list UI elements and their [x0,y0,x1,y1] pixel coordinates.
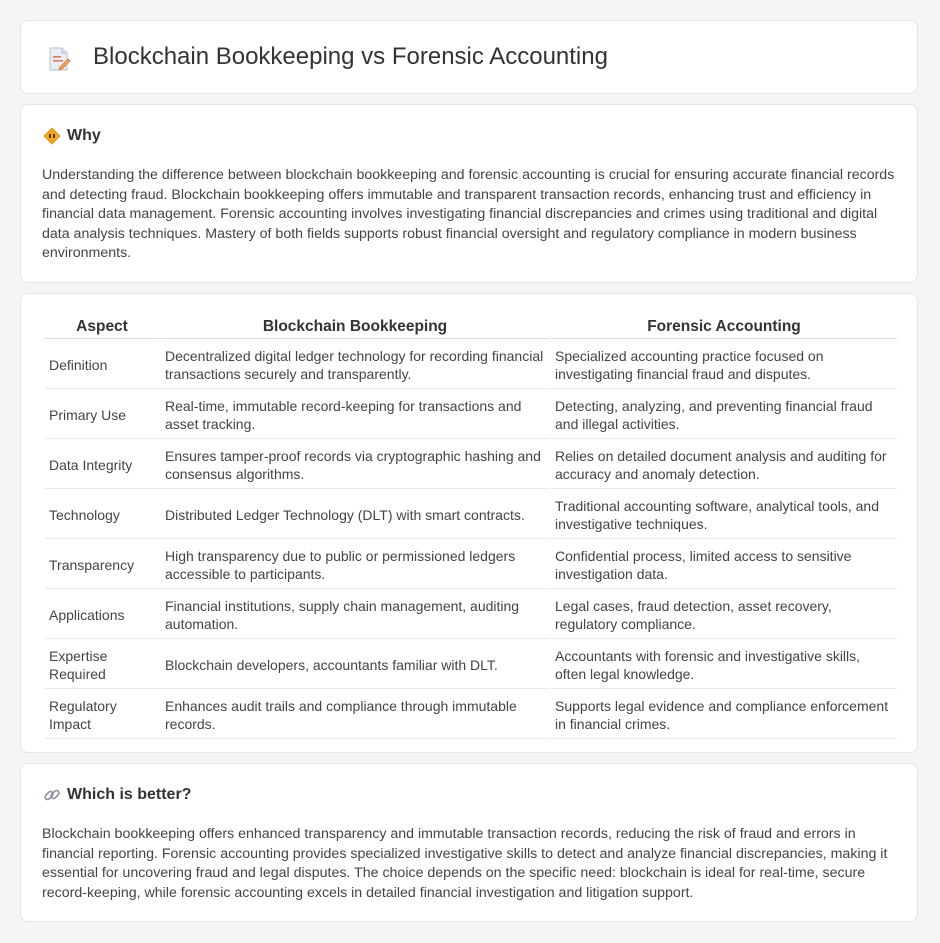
document-icon [47,46,71,72]
table-row [45,591,897,639]
better-text: Blockchain bookkeeping offers enhanced transparency and immutable transaction records, reducing the risk of fraud and errors in financial reporting. Forensic accounting provides specialized investigative skills to detect and analyze financial discrepancies, making it essential for uncovering fraud and legal disputes. The choice depends on the specific need: blockchain is ideal for real-time, secure record-keeping, while forensic accounting excels in detailed financial investigation and litigation support. [42,826,888,901]
comparison-table [43,314,899,741]
header-forensic: Forensic Accounting [551,316,897,339]
blockchain-cell: Real-time, immutable record-keeping for transactions and asset tracking. [161,391,549,439]
header-card [20,20,918,94]
blockchain-cell: Decentralized digital ledger technology for recording financial transactions securely and transparently. [161,341,549,389]
diamond-sign-icon [43,127,61,145]
blockchain-cell: Financial institutions, supply chain management, auditing automation. [161,591,549,639]
which-is-better-section [20,763,918,922]
forensic-cell: Specialized accounting practice focused on investigating financial fraud and disputes. [551,341,897,389]
better-title: Which is better? [67,786,192,803]
table-header-row [45,316,897,339]
blockchain-cell: Blockchain developers, accountants familiar with DLT. [161,641,549,689]
table-row [45,341,897,389]
blockchain-cell: Distributed Ledger Technology (DLT) with smart contracts. [161,491,549,539]
blockchain-cell: High transparency due to public or permissioned ledgers accessible to participants. [161,541,549,589]
aspect-cell: Expertise Required [45,641,159,689]
forensic-cell: Detecting, analyzing, and preventing financial fraud and illegal activities. [551,391,897,439]
table-row [45,441,897,489]
table-row [45,641,897,689]
aspect-cell: Applications [45,591,159,639]
table-row [45,691,897,739]
table-row [45,391,897,439]
table-row [45,541,897,589]
aspect-cell: Data Integrity [45,441,159,489]
aspect-cell: Transparency [45,541,159,589]
why-section [20,104,918,283]
aspect-cell: Regulatory Impact [45,691,159,739]
header-aspect: Aspect [45,316,159,339]
comparison-table-card [20,293,918,753]
page-title: Blockchain Bookkeeping vs Forensic Accounting [93,43,608,70]
aspect-cell: Definition [45,341,159,389]
blockchain-cell: Ensures tamper-proof records via cryptographic hashing and consensus algorithms. [161,441,549,489]
forensic-cell: Supports legal evidence and compliance enforcement in financial crimes. [551,691,897,739]
forensic-cell: Legal cases, fraud detection, asset recovery, regulatory compliance. [551,591,897,639]
why-text: Understanding the difference between blockchain bookkeeping and forensic accounting is crucial for ensuring accurate financial records and detecting fraud. Blockchain bookkeeping offers immutable and transparent transaction records, enhancing trust and efficiency in financial data management. Forensic accounting involves investigating financial discrepancies and crimes using traditional and digital data analysis techniques. Mastery of both fields supports robust financial oversight and regulatory compliance in modern business environments. [42,167,895,261]
table-row [45,491,897,539]
forensic-cell: Accountants with forensic and investigative skills, often legal knowledge. [551,641,897,689]
header-blockchain: Blockchain Bookkeeping [161,316,549,339]
why-title: Why [67,127,101,144]
forensic-cell: Relies on detailed document analysis and auditing for accuracy and anomaly detection. [551,441,897,489]
aspect-cell: Technology [45,491,159,539]
blockchain-cell: Enhances audit trails and compliance through immutable records. [161,691,549,739]
link-icon [43,786,61,804]
forensic-cell: Confidential process, limited access to sensitive investigation data. [551,541,897,589]
aspect-cell: Primary Use [45,391,159,439]
forensic-cell: Traditional accounting software, analytical tools, and investigative techniques. [551,491,897,539]
